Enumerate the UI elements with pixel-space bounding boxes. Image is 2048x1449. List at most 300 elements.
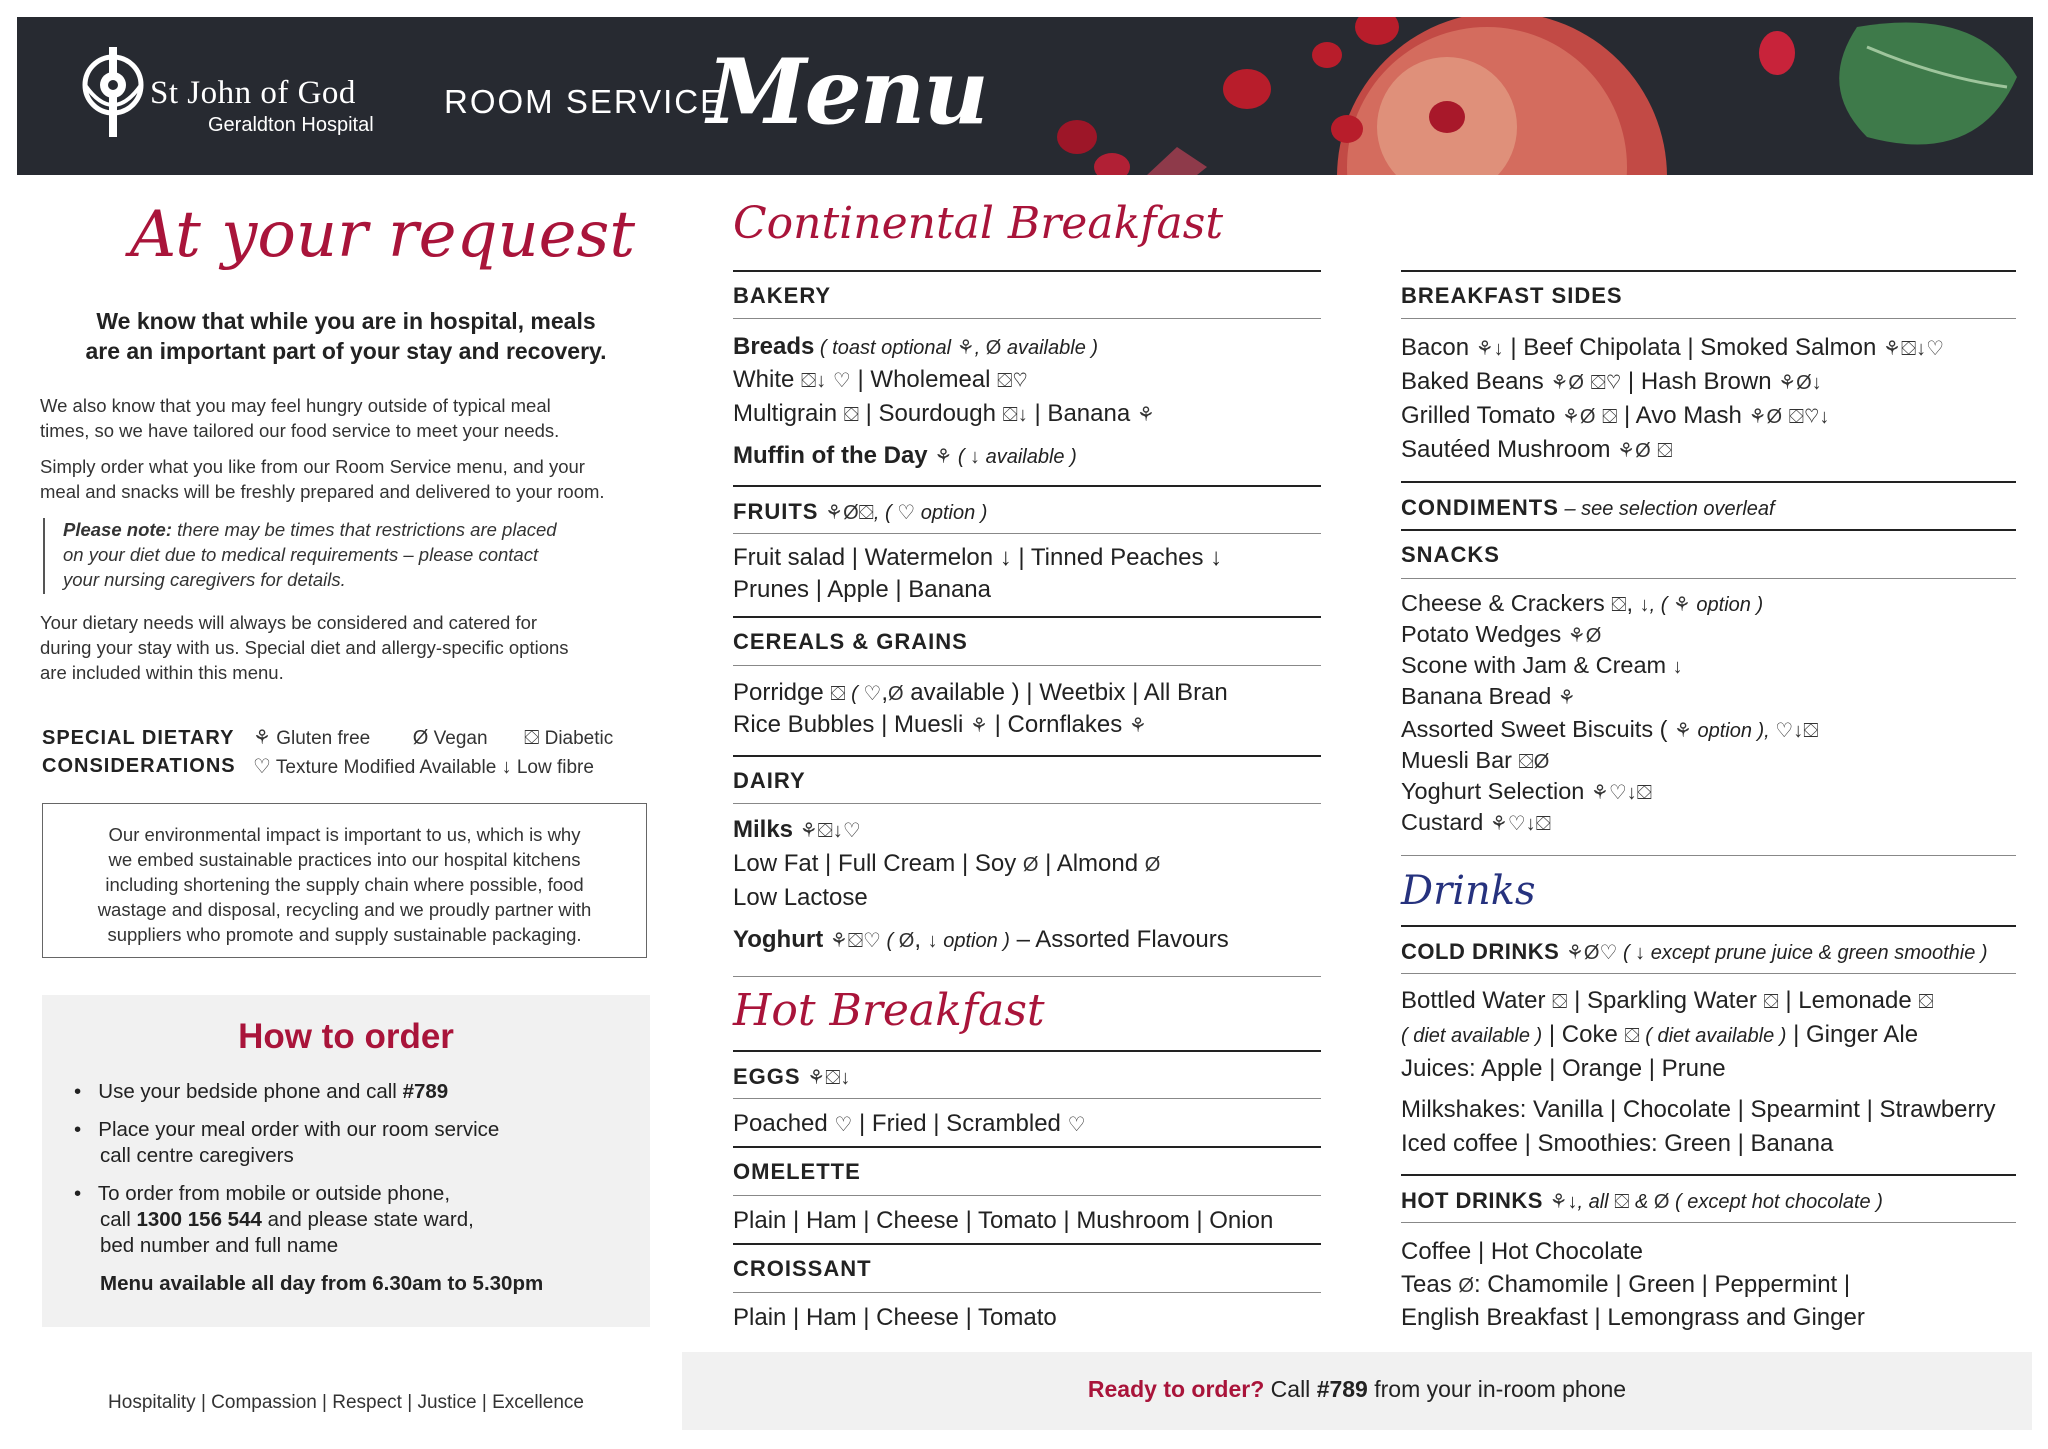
divider xyxy=(733,616,1321,618)
snacks-heading: SNACKS xyxy=(1401,542,1500,567)
text-line: Use your bedside phone and call xyxy=(98,1080,403,1103)
environment-box xyxy=(42,803,647,958)
wheat-icon: ⚘ xyxy=(1673,720,1692,742)
heading-line: CONSIDERATIONS xyxy=(42,755,236,777)
leaf-icon: Ø xyxy=(1583,942,1600,964)
arrow-down-icon: ↓ xyxy=(501,756,512,778)
note-text: – see selection overleaf xyxy=(1558,498,1775,520)
item-text: | Fried | Scrambled xyxy=(852,1110,1068,1137)
leaf-icon: Ø xyxy=(1533,751,1550,773)
note-text: option ), xyxy=(1691,720,1776,742)
leaf-icon: Ø xyxy=(1458,1275,1474,1297)
dietary-paragraph xyxy=(40,610,569,685)
divider xyxy=(1401,270,2016,272)
cubes-icon: ⛋ xyxy=(1803,720,1819,742)
arrow-down-icon: ↓ xyxy=(1525,813,1536,835)
milks-label: Milks xyxy=(733,816,794,843)
note-text: available ) xyxy=(1001,337,1099,359)
snack-item xyxy=(1401,683,1576,710)
item-text: Yoghurt Selection xyxy=(1401,778,1591,804)
phone-number: 1300 156 544 xyxy=(136,1208,262,1231)
item-text: | Sourdough xyxy=(858,400,1003,427)
item-text: : Chamomile | Green | Peppermint | xyxy=(1473,1271,1851,1298)
text-line: meal and snacks will be freshly prepared and delivered to your room. xyxy=(40,481,605,502)
at-your-request-title: At your request xyxy=(130,198,636,272)
arrow-down-icon: ↓ xyxy=(1672,656,1683,678)
special-dietary-heading xyxy=(42,724,236,780)
note-text: ↓, all xyxy=(1567,1191,1615,1213)
wheat-icon: ⚘ xyxy=(1778,372,1797,394)
divider xyxy=(1401,925,2016,927)
fruit-list-2: Prunes | Apple | Banana xyxy=(733,576,991,603)
hospital-logo-icon xyxy=(67,47,159,137)
bread-list-1 xyxy=(733,366,1028,394)
text-line: We also know that you may feel hungry outside of typical meal xyxy=(40,395,551,416)
fruits-heading-line xyxy=(733,498,987,526)
wheat-icon: ⚘ xyxy=(1567,625,1586,647)
wheat-icon: ⚘ xyxy=(1128,715,1147,737)
leaf-icon: Ø xyxy=(1022,854,1039,876)
divider xyxy=(733,1146,1321,1148)
wheat-icon: ⚘ xyxy=(1136,404,1155,426)
arrow-down-icon: ↓ xyxy=(1793,720,1804,742)
divider xyxy=(733,665,1321,666)
hot-drinks-line xyxy=(1401,1187,1883,1215)
cereals-heading: CEREALS & GRAINS xyxy=(733,629,968,654)
note-text: ( diet available ) xyxy=(1401,1025,1543,1047)
cubes-icon: ⛋ xyxy=(858,502,874,524)
lead-line: We know that while you are in hospital, meals xyxy=(96,308,596,334)
divider xyxy=(733,1195,1321,1196)
fruits-heading: FRUITS xyxy=(733,499,819,524)
text-line: To order from mobile or outside phone, xyxy=(97,1182,451,1205)
lead-line: are an important part of your stay and recovery. xyxy=(85,338,607,364)
item-text: | Wholemeal xyxy=(850,366,998,393)
item-text: Assorted Sweet Biscuits ( xyxy=(1401,716,1674,742)
arrow-down-icon: ↓ xyxy=(840,1067,851,1089)
tooth-icon: ♡ xyxy=(1775,720,1794,742)
cubes-icon: ⛋ xyxy=(825,1067,841,1089)
omelette-list: Plain | Ham | Cheese | Tomato | Mushroom | Onion xyxy=(733,1207,1274,1234)
arrow-down-icon: ↓ xyxy=(816,370,827,392)
leaf-icon: Ø xyxy=(1796,372,1812,394)
wheat-icon: ⚘ xyxy=(825,502,844,524)
arrow-down-icon: ↓ xyxy=(1017,404,1028,426)
leaf-icon: Ø xyxy=(412,727,429,749)
note-label: Please note: xyxy=(63,519,172,540)
wheat-icon: ⚘ xyxy=(1549,1191,1568,1213)
snack-item xyxy=(1401,778,1652,805)
leaf-icon: Ø xyxy=(1653,1191,1670,1213)
tooth-icon: ♡ xyxy=(897,502,916,524)
item-text: – Assorted Flavours xyxy=(1009,926,1229,953)
please-note xyxy=(63,517,557,592)
item-text: | Hash Brown xyxy=(1621,368,1779,395)
text-line: on your diet due to medical requirements – please contact xyxy=(63,544,539,565)
cereal-list-1: Porridge ⛋ ( ♡,Ø available ) | Weetbix | All Bran xyxy=(733,679,1228,706)
brand-name: St John of God xyxy=(150,75,356,111)
item-text: Custard xyxy=(1401,809,1490,835)
item-text: Baked Beans xyxy=(1401,368,1551,395)
arrow-down-icon: ↓ xyxy=(1819,406,1830,428)
item-text: Banana Bread xyxy=(1401,683,1558,709)
muffin-line xyxy=(733,442,1077,470)
wheat-icon: ⚘ xyxy=(970,715,988,737)
note-text: ( toast optional xyxy=(814,337,957,359)
cubes-icon: ⛋ xyxy=(1002,404,1018,426)
wheat-icon: ⚘ xyxy=(1748,406,1767,428)
pomegranate-image xyxy=(1017,17,2033,175)
wheat-icon: ⚘ xyxy=(1565,942,1584,964)
menu-availability: Menu available all day from 6.30am to 5.30pm xyxy=(100,1272,544,1295)
item-text: | Avo Mash xyxy=(1617,402,1749,429)
item-text: | Beef Chipolata | Smoked Salmon xyxy=(1503,334,1883,361)
item-text: Potato Wedges xyxy=(1401,621,1568,647)
legend-vegan: Vegan xyxy=(433,728,488,749)
how-to-order-box xyxy=(42,995,650,1327)
brand-subtitle: Geraldton Hospital xyxy=(208,114,374,136)
tooth-icon: ♡ xyxy=(1803,406,1820,428)
legend-low-fibre: Low fibre xyxy=(516,757,594,778)
divider xyxy=(733,803,1321,804)
divider xyxy=(733,533,1321,534)
legend-diabetic: Diabetic xyxy=(544,728,614,749)
condiments-heading: CONDIMENTS xyxy=(1401,495,1559,520)
item-text: | Cornflakes xyxy=(987,711,1129,738)
text-line: wastage and disposal, recycling and we proudly partner with xyxy=(97,899,592,920)
room-service-label: ROOM SERVICE xyxy=(444,83,725,120)
hot-list-3: English Breakfast | Lemongrass and Ginger xyxy=(1401,1304,1865,1331)
tooth-icon: ♡ xyxy=(863,930,881,952)
text-line: we embed sustainable practices into our hospital kitchens xyxy=(108,849,581,870)
text-line: call centre caregivers xyxy=(100,1144,294,1167)
item-text: Low Fat | Full Cream | Soy xyxy=(733,850,1023,877)
item-text: | Banana xyxy=(1027,400,1137,427)
divider xyxy=(733,485,1321,487)
cubes-icon: ⛋ xyxy=(1918,991,1934,1013)
snack-item xyxy=(1401,809,1551,836)
note-text: available ) xyxy=(980,446,1077,468)
hot-list-2 xyxy=(1401,1271,1850,1299)
item-text: Sautéed Mushroom xyxy=(1401,436,1618,463)
text-line: are included within this menu. xyxy=(40,662,284,683)
note-text: option ) xyxy=(937,930,1010,952)
wheat-icon: ⚘ xyxy=(829,930,848,952)
divider xyxy=(733,1243,1321,1245)
text-line: call xyxy=(100,1208,137,1231)
arrow-down-icon: ↓ xyxy=(832,820,843,842)
yoghurt-line: Yoghurt ⚘⛋♡ ( Ø, ↓ option ) – Assorted Flavours xyxy=(733,926,1229,953)
hot-list-1: Coffee | Hot Chocolate xyxy=(1401,1238,1643,1265)
divider xyxy=(733,270,1321,272)
milk-list xyxy=(733,850,1160,878)
arrow-down-icon: ↓ xyxy=(1916,338,1927,360)
item-text: Muesli Bar xyxy=(1401,747,1519,773)
item-text: Bacon xyxy=(1401,334,1476,361)
eggs-heading-line xyxy=(733,1063,850,1091)
item-text: Multigrain xyxy=(733,400,844,427)
text-line: Place your meal order with our room service xyxy=(98,1118,500,1141)
sides-list-3 xyxy=(1401,402,1829,430)
tooth-icon: ♡ xyxy=(1608,782,1627,804)
note-text: , ( xyxy=(873,502,898,524)
wheat-icon: ⚘ xyxy=(956,337,975,359)
wheat-icon: ⚘ xyxy=(1489,813,1508,835)
values-line: Hospitality | Compassion | Respect | Justice | Excellence xyxy=(108,1392,584,1413)
wheat-icon: ⚘ xyxy=(1617,440,1636,462)
leaf-icon: Ø xyxy=(888,683,904,705)
divider xyxy=(733,755,1321,757)
text-line: there may be times that restrictions are placed xyxy=(172,519,557,540)
cold-drinks-heading: COLD DRINKS xyxy=(1401,939,1560,964)
note-text: , xyxy=(974,337,986,359)
snack-item xyxy=(1401,747,1549,774)
text-line: including shortening the supply chain where possible, food xyxy=(105,874,584,895)
phone-extension: #789 xyxy=(402,1080,449,1103)
text-line: and please state ward, xyxy=(261,1208,474,1231)
text-line: your nursing caregivers for details. xyxy=(63,569,346,590)
cubes-icon: ⛋ xyxy=(1602,406,1618,428)
header-banner xyxy=(17,17,2033,175)
divider xyxy=(1401,318,2016,319)
fruit-list-1: Fruit salad | Watermelon ↓ | Tinned Peaches ↓ xyxy=(733,544,1223,571)
text: from your in-room phone xyxy=(1367,1376,1627,1402)
note-text: option ) xyxy=(1690,594,1764,616)
item-text: Teas xyxy=(1401,1271,1459,1298)
cubes-icon: ⛋ xyxy=(1900,338,1917,360)
ready-label: Ready to order? xyxy=(1087,1376,1265,1402)
wheat-icon: ⚘ xyxy=(1672,594,1691,616)
how-to-order-list: • Use your bedside phone and call #789 • Place your meal order with our room service call centre caregivers • To order from mobile or outside phone, call 1300 156 544 and please state ward, bed number and full name Menu available all day from 6.30am to 5.30pm xyxy=(74,1080,544,1295)
arrow-down-icon: ↓ xyxy=(927,930,938,952)
bakery-heading: BAKERY xyxy=(733,283,832,308)
cubes-icon: ⛋ xyxy=(1657,440,1673,462)
divider xyxy=(733,1098,1321,1099)
tooth-icon: ♡ xyxy=(1926,338,1945,360)
snack-item xyxy=(1401,652,1683,679)
divider xyxy=(1401,973,2016,974)
dairy-heading: DAIRY xyxy=(733,768,806,793)
tooth-icon: ♡ xyxy=(1067,1114,1086,1136)
divider xyxy=(733,976,1321,977)
divider xyxy=(733,1050,1321,1052)
wheat-icon: ⚘ xyxy=(934,446,953,468)
note-text: ( ↓ except prune juice & green smoothie ) xyxy=(1617,942,1988,964)
menu-title: Menu xyxy=(707,39,987,145)
item-text: | Lemonade xyxy=(1778,987,1919,1014)
leaf-icon: Ø xyxy=(985,337,1002,359)
sides-list-4 xyxy=(1401,436,1673,464)
tooth-icon: ♡ xyxy=(1012,370,1028,392)
breakfast-sides-heading: BREAKFAST SIDES xyxy=(1401,283,1623,308)
tooth-icon: ♡ xyxy=(1605,372,1622,394)
tooth-icon: ♡ xyxy=(1599,942,1618,964)
bread-list-2 xyxy=(733,400,1155,428)
tooth-icon: ♡ xyxy=(253,756,271,778)
snack-item xyxy=(1401,621,1601,648)
hot-drinks-heading: HOT DRINKS xyxy=(1401,1188,1543,1213)
ready-to-order-bar xyxy=(682,1352,2032,1430)
croissant-list: Plain | Ham | Cheese | Tomato xyxy=(733,1304,1057,1331)
item-text: White xyxy=(733,366,802,393)
text-line: during your stay with us. Special diet and allergy-specific options xyxy=(40,637,569,658)
note-text: ( xyxy=(880,930,899,952)
arrow-down-icon: ↓ xyxy=(1639,594,1650,616)
item-text: | Coke xyxy=(1542,1021,1625,1048)
sides-list-1 xyxy=(1401,334,1944,362)
leaf-icon: Ø xyxy=(1585,625,1602,647)
wheat-icon: ⚘ xyxy=(1883,338,1901,360)
diet-legend xyxy=(253,724,613,782)
arrow-down-icon: ↓ xyxy=(1811,372,1822,394)
divider xyxy=(1401,481,2016,483)
note-rule xyxy=(43,518,45,594)
croissant-heading: CROISSANT xyxy=(733,1256,872,1281)
legend-texture: Texture Modified Available xyxy=(275,757,497,778)
cubes-icon: ⛋ xyxy=(1590,372,1606,394)
wheat-icon: ⚘ xyxy=(1475,338,1494,360)
legend-gluten-free: Gluten free xyxy=(276,728,371,749)
note-text: ( diet available ) xyxy=(1639,1025,1787,1047)
item-text: Poached xyxy=(733,1110,835,1137)
continental-breakfast-title: Continental Breakfast xyxy=(733,198,1224,249)
divider xyxy=(733,318,1321,319)
cubes-icon: ⛋ xyxy=(817,820,833,842)
wheat-icon: ⚘ xyxy=(799,820,818,842)
cubes-icon: ⛋ xyxy=(1788,406,1804,428)
omelette-heading: OMELETTE xyxy=(733,1159,861,1184)
cubes-icon: ⛋ xyxy=(1535,813,1551,835)
wheat-icon: ⚘ xyxy=(1590,782,1609,804)
wheat-icon: ⚘ xyxy=(253,727,271,749)
arrow-down-icon: ↓ xyxy=(1493,338,1504,360)
wheat-icon: ⚘ xyxy=(1561,406,1580,428)
cubes-icon: ⛋ xyxy=(1624,1025,1640,1047)
text-line: Your dietary needs will always be considered and catered for xyxy=(40,612,538,633)
leaf-icon: Ø xyxy=(1635,440,1651,462)
yoghurt-label: Yoghurt xyxy=(733,926,824,953)
cold-drinks-line xyxy=(1401,938,1988,966)
cubes-icon: ⛋ xyxy=(830,683,846,705)
cubes-icon: ⛋ xyxy=(801,370,817,392)
phone-extension: #789 xyxy=(1316,1376,1368,1402)
leaf-icon: Ø xyxy=(1579,406,1596,428)
leaf-icon: Ø xyxy=(1568,372,1584,394)
leaf-icon: Ø xyxy=(1766,406,1783,428)
order-paragraph xyxy=(40,454,605,504)
arrow-down-icon: ↓ xyxy=(1626,782,1637,804)
cereal-list-2 xyxy=(733,711,1147,739)
note-text: & xyxy=(1629,1191,1654,1213)
item-text: Bottled Water xyxy=(1401,987,1553,1014)
cold-list-4: Milkshakes: Vanilla | Chocolate | Spearmint | Strawberry xyxy=(1401,1096,1996,1123)
cubes-icon: ⛋ xyxy=(1552,991,1568,1013)
item-text: | Ginger Ale xyxy=(1786,1021,1919,1048)
item-text: | Sparkling Water xyxy=(1567,987,1764,1014)
cold-list-2 xyxy=(1401,1021,1918,1049)
text-line: Our environmental impact is important to us, which is why xyxy=(108,824,581,845)
cubes-icon: ⛋ xyxy=(1611,594,1627,616)
divider xyxy=(733,1292,1321,1293)
milks-line xyxy=(733,816,861,844)
cubes-icon: ⛋ xyxy=(1763,991,1779,1013)
leaf-icon: Ø xyxy=(898,930,915,952)
hot-breakfast-title: Hot Breakfast xyxy=(733,985,1045,1036)
divider xyxy=(1401,855,2016,856)
cold-list-5: Iced coffee | Smoothies: Green | Banana xyxy=(1401,1130,1834,1157)
lead-text xyxy=(42,306,650,366)
text-line: Simply order what you like from our Room Service menu, and your xyxy=(40,456,585,477)
item-text: Cheese & Crackers xyxy=(1401,590,1612,616)
cubes-icon: ⛋ xyxy=(1636,782,1652,804)
breads-label: Breads xyxy=(733,333,815,360)
wheat-icon: ⚘ xyxy=(1550,372,1569,394)
how-to-order-title: How to order xyxy=(238,1017,454,1056)
intro-paragraph xyxy=(40,393,559,443)
item-text: | Almond xyxy=(1038,850,1145,877)
tooth-icon: ♡ xyxy=(834,1114,853,1136)
item-text: available ) | Weetbix | All Bran xyxy=(903,679,1228,706)
eggs-list xyxy=(733,1110,1086,1138)
note-text: ( except hot chocolate ) xyxy=(1669,1191,1883,1213)
divider xyxy=(1401,1222,2016,1223)
cubes-icon: ⛋ xyxy=(843,404,859,426)
cold-list-3: Juices: Apple | Orange | Prune xyxy=(1401,1055,1726,1082)
tooth-icon: ♡ xyxy=(1507,813,1526,835)
wheat-icon: ⚘ xyxy=(1557,687,1576,709)
tooth-icon: ♡ xyxy=(832,370,851,392)
condiments-line xyxy=(1401,494,1775,522)
eggs-heading: EGGS xyxy=(733,1064,801,1089)
drinks-title: Drinks xyxy=(1401,868,1536,914)
arrow-down-icon: ↓ xyxy=(970,446,981,468)
tooth-icon: ♡ xyxy=(863,683,882,705)
text-line: suppliers who promote and supply sustainable packaging. xyxy=(107,924,582,945)
note-text: ( xyxy=(952,446,971,468)
cubes-icon: ⛋ xyxy=(1614,1191,1630,1213)
note-text: , ( xyxy=(1649,594,1673,616)
milk-list-2: Low Lactose xyxy=(733,884,868,911)
tooth-icon: ♡ xyxy=(842,820,861,842)
item-text: Porridge xyxy=(733,679,831,706)
note-text: ( xyxy=(845,683,864,705)
divider xyxy=(1401,578,2016,579)
cubes-icon: ⛋ xyxy=(847,930,864,952)
wheat-icon: ⚘ xyxy=(807,1067,826,1089)
muffin-label: Muffin of the Day xyxy=(733,442,928,469)
cubes-icon: ⛋ xyxy=(997,370,1013,392)
breads-line xyxy=(733,333,1098,361)
snack-item: Cheese & Crackers ⛋, ↓, ( ⚘ option ) xyxy=(1401,590,1764,616)
cubes-icon: ⛋ xyxy=(524,727,540,749)
note-text: option ) xyxy=(915,502,988,524)
divider xyxy=(1401,1174,2016,1176)
ready-to-order-text xyxy=(682,1376,2032,1403)
leaf-icon: Ø xyxy=(1144,854,1161,876)
heading-line: SPECIAL DIETARY xyxy=(42,727,235,749)
text-line: times, so we have tailored our food service to meet your needs. xyxy=(40,420,560,441)
cubes-icon: ⛋ xyxy=(1518,751,1534,773)
text-line: bed number and full name xyxy=(100,1234,339,1257)
sides-list-2 xyxy=(1401,368,1822,396)
text: Call xyxy=(1264,1376,1317,1402)
snack-item xyxy=(1401,716,1818,743)
leaf-icon: Ø xyxy=(843,502,859,524)
item-text: Rice Bubbles | Muesli xyxy=(733,711,970,738)
cold-list-1 xyxy=(1401,987,1934,1015)
divider xyxy=(1401,529,2016,531)
item-text: Scone with Jam & Cream xyxy=(1401,652,1673,678)
